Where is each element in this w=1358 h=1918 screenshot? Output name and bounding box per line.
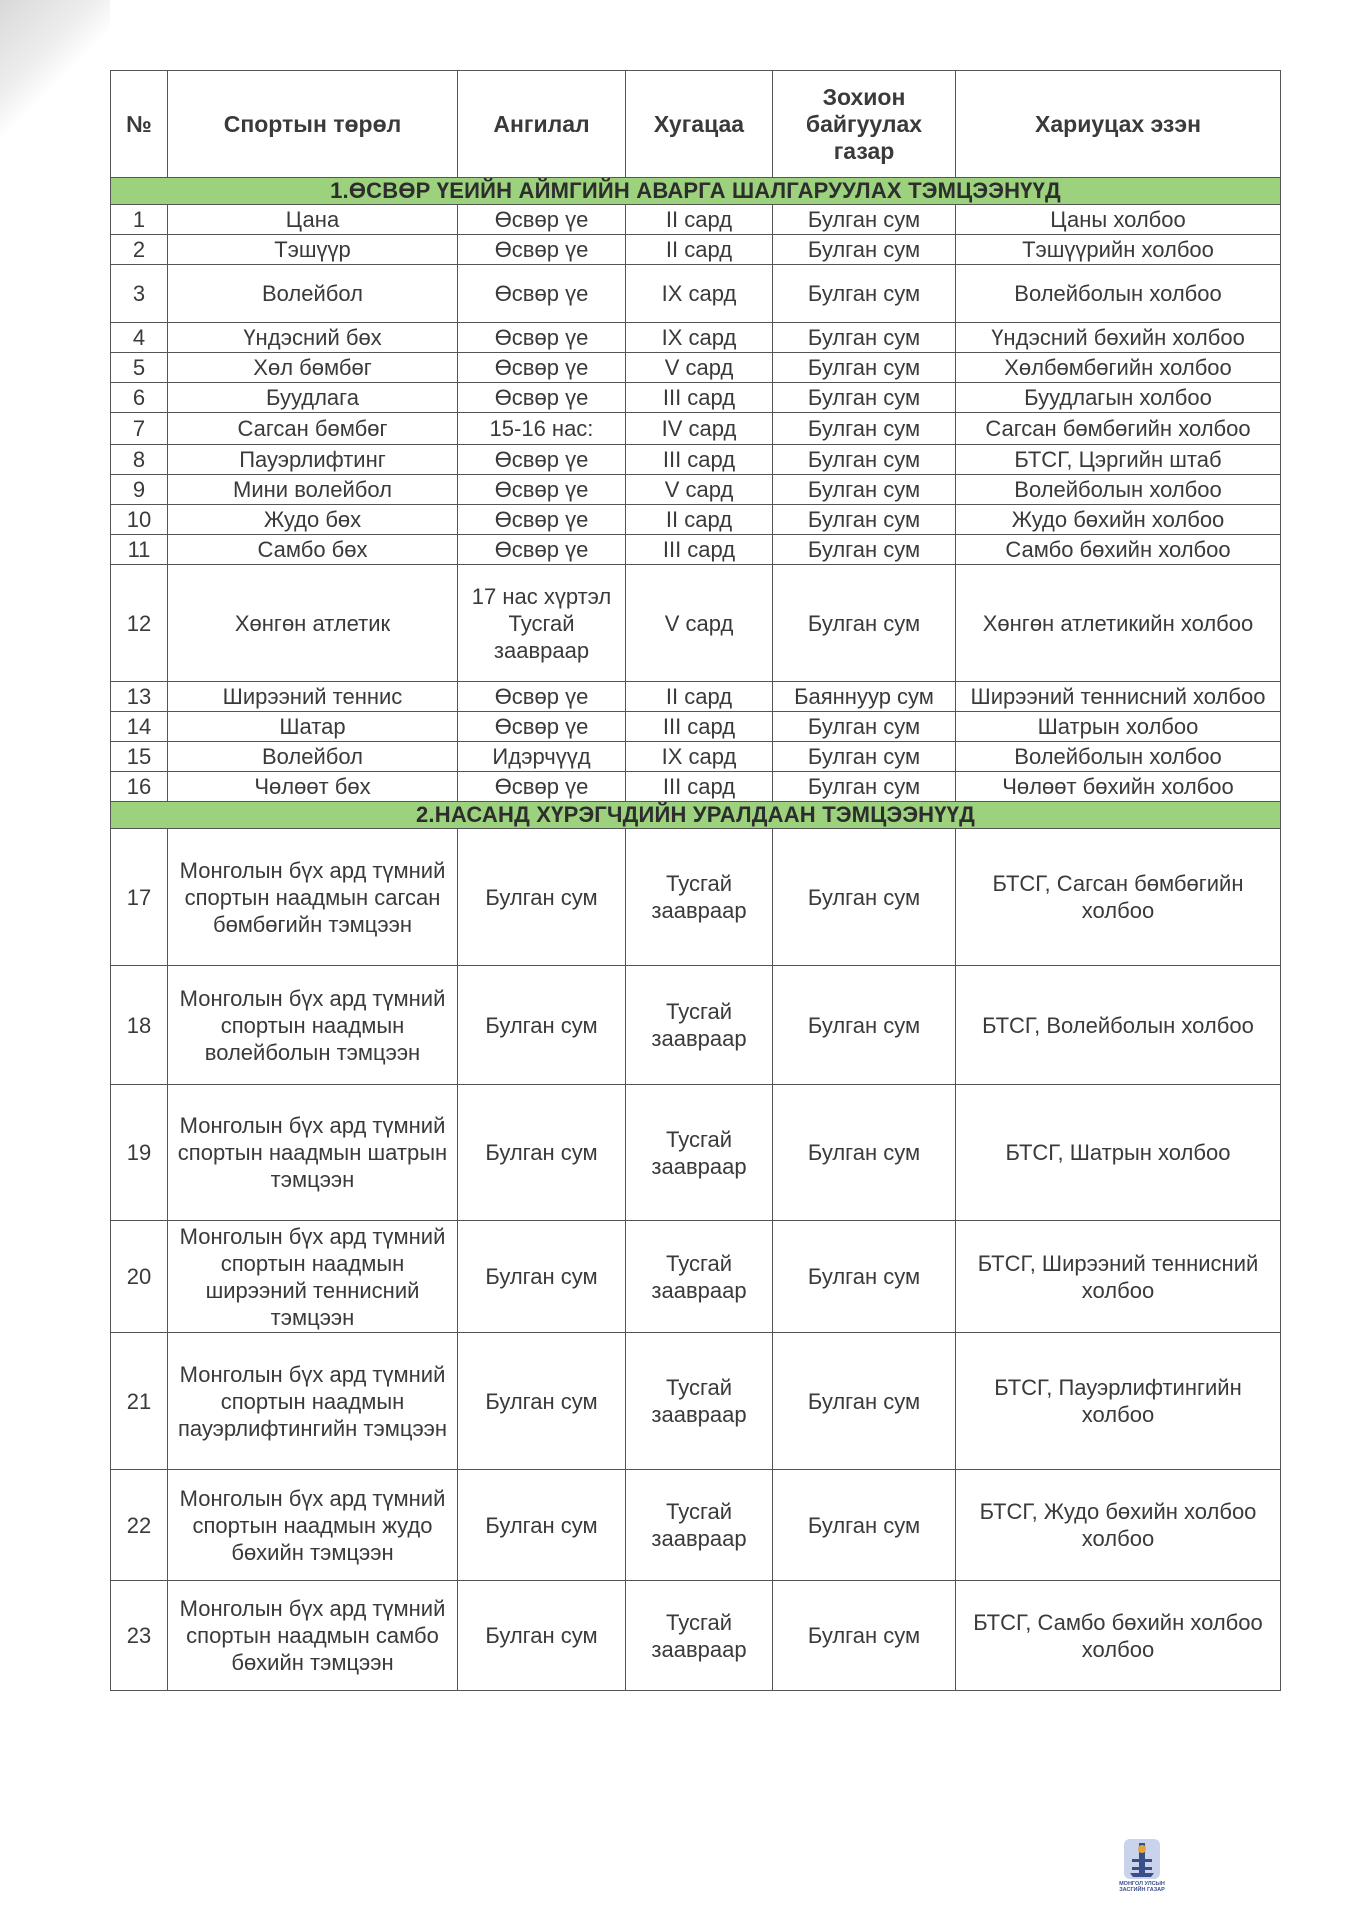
table-row [111, 565, 1281, 682]
cell-sport: Пауэрлифтинг [168, 445, 458, 475]
cell-category: 15-16 нас: [458, 413, 626, 445]
cell-no: 9 [111, 475, 168, 505]
cell-no: 12 [111, 565, 168, 682]
cell-venue: Булган сум [773, 323, 956, 353]
table-header-row [111, 71, 1281, 178]
cell-owner: Ширээний теннисний холбоо [956, 682, 1281, 712]
cell-no: 16 [111, 772, 168, 802]
cell-sport: Монголын бүх ард түмний спортын наадмын самбо бөхийн тэмцээн [168, 1581, 458, 1691]
cell-time: Тусгай заавраар [626, 1470, 773, 1581]
cell-category: Өсвөр үе [458, 475, 626, 505]
cell-owner: Чөлөөт бөхийн холбоо [956, 772, 1281, 802]
cell-category: Өсвөр үе [458, 205, 626, 235]
cell-category: Булган сум [458, 1085, 626, 1221]
cell-owner: БТСГ, Пауэрлифтингийн холбоо [956, 1333, 1281, 1470]
cell-time: V сард [626, 475, 773, 505]
table-body [111, 178, 1281, 1691]
table-row [111, 1333, 1281, 1470]
cell-sport: Тэшүүр [168, 235, 458, 265]
emblem-text: МОНГОЛ УЛСЫН ЗАСГИЙН ГАЗАР [1119, 1881, 1165, 1893]
table-row [111, 1221, 1281, 1333]
cell-venue: Булган сум [773, 565, 956, 682]
cell-sport: Цана [168, 205, 458, 235]
cell-sport: Самбо бөх [168, 535, 458, 565]
cell-owner: БТСГ, Волейболын холбоо [956, 966, 1281, 1085]
cell-category: Өсвөр үе [458, 682, 626, 712]
table-row [111, 682, 1281, 712]
table-row [111, 829, 1281, 966]
sports-schedule-table [110, 70, 1281, 1691]
cell-no: 5 [111, 353, 168, 383]
cell-category: Булган сум [458, 966, 626, 1085]
cell-owner: БТСГ, Шатрын холбоо [956, 1085, 1281, 1221]
cell-no: 10 [111, 505, 168, 535]
cell-owner: Волейболын холбоо [956, 742, 1281, 772]
cell-no: 23 [111, 1581, 168, 1691]
cell-time: III сард [626, 772, 773, 802]
cell-no: 19 [111, 1085, 168, 1221]
table-row [111, 772, 1281, 802]
table-row [111, 1085, 1281, 1221]
table-row [111, 1581, 1281, 1691]
cell-time: II сард [626, 205, 773, 235]
cell-sport: Монголын бүх ард түмний спортын наадмын волейболын тэмцээн [168, 966, 458, 1085]
cell-sport: Волейбол [168, 742, 458, 772]
cell-category: Булган сум [458, 829, 626, 966]
cell-time: IX сард [626, 265, 773, 323]
section-title: 2.НАСАНД ХҮРЭГЧДИЙН УРАЛДААН ТЭМЦЭЭНҮҮД [111, 802, 1281, 829]
cell-owner: Волейболын холбоо [956, 265, 1281, 323]
table-row [111, 265, 1281, 323]
table-row [111, 353, 1281, 383]
cell-no: 8 [111, 445, 168, 475]
cell-venue: Булган сум [773, 1470, 956, 1581]
cell-time: III сард [626, 535, 773, 565]
cell-venue: Булган сум [773, 1221, 956, 1333]
cell-owner: Хөнгөн атлетикийн холбоо [956, 565, 1281, 682]
table-row [111, 445, 1281, 475]
cell-time: IX сард [626, 742, 773, 772]
cell-time: IX сард [626, 323, 773, 353]
header-owner: Хариуцах эзэн [956, 71, 1281, 178]
cell-time: III сард [626, 383, 773, 413]
cell-category: Өсвөр үе [458, 265, 626, 323]
section-header-row [111, 178, 1281, 205]
cell-time: Тусгай заавраар [626, 829, 773, 966]
cell-no: 11 [111, 535, 168, 565]
header-no: № [111, 71, 168, 178]
cell-no: 2 [111, 235, 168, 265]
table-row [111, 966, 1281, 1085]
cell-owner: Цаны холбоо [956, 205, 1281, 235]
cell-owner: Үндэсний бөхийн холбоо [956, 323, 1281, 353]
cell-category: Булган сум [458, 1581, 626, 1691]
table-row [111, 505, 1281, 535]
cell-category: Өсвөр үе [458, 235, 626, 265]
cell-category: Өсвөр үе [458, 535, 626, 565]
table-row [111, 323, 1281, 353]
cell-venue: Булган сум [773, 475, 956, 505]
cell-time: Тусгай заавраар [626, 966, 773, 1085]
cell-venue: Булган сум [773, 445, 956, 475]
cell-venue: Булган сум [773, 1333, 956, 1470]
cell-sport: Буудлага [168, 383, 458, 413]
cell-venue: Булган сум [773, 265, 956, 323]
cell-no: 1 [111, 205, 168, 235]
cell-owner: БТСГ, Цэргийн штаб [956, 445, 1281, 475]
cell-sport: Сагсан бөмбөг [168, 413, 458, 445]
header-sport: Спортын төрөл [168, 71, 458, 178]
header-venue: Зохион байгуулах газар [773, 71, 956, 178]
cell-owner: Шатрын холбоо [956, 712, 1281, 742]
cell-owner: Сагсан бөмбөгийн холбоо [956, 413, 1281, 445]
cell-time: III сард [626, 445, 773, 475]
cell-sport: Жудо бөх [168, 505, 458, 535]
section-title: 1.ӨСВӨР ҮЕИЙН АЙМГИЙН АВАРГА ШАЛГАРУУЛАХ ТЭМЦЭЭНҮҮД [111, 178, 1281, 205]
cell-sport: Чөлөөт бөх [168, 772, 458, 802]
cell-time: Тусгай заавраар [626, 1221, 773, 1333]
cell-category: Идэрчүүд [458, 742, 626, 772]
cell-venue: Булган сум [773, 1581, 956, 1691]
cell-no: 4 [111, 323, 168, 353]
cell-owner: Тэшүүрийн холбоо [956, 235, 1281, 265]
cell-sport: Монголын бүх ард түмний спортын наадмын пауэрлифтингийн тэмцээн [168, 1333, 458, 1470]
cell-sport: Ширээний теннис [168, 682, 458, 712]
cell-sport: Монголын бүх ард түмний спортын наадмын жудо бөхийн тэмцээн [168, 1470, 458, 1581]
cell-owner: Жудо бөхийн холбоо [956, 505, 1281, 535]
cell-venue: Булган сум [773, 829, 956, 966]
cell-venue: Булган сум [773, 383, 956, 413]
cell-sport: Мини волейбол [168, 475, 458, 505]
cell-no: 18 [111, 966, 168, 1085]
cell-venue: Булган сум [773, 712, 956, 742]
header-category: Ангилал [458, 71, 626, 178]
cell-no: 14 [111, 712, 168, 742]
cell-category: 17 нас хүртэл Тусгай заавраар [458, 565, 626, 682]
table-row [111, 205, 1281, 235]
cell-venue: Булган сум [773, 535, 956, 565]
table-row [111, 383, 1281, 413]
cell-no: 3 [111, 265, 168, 323]
cell-venue: Булган сум [773, 353, 956, 383]
government-emblem [1110, 1837, 1174, 1905]
table-row [111, 742, 1281, 772]
cell-category: Өсвөр үе [458, 505, 626, 535]
cell-category: Булган сум [458, 1221, 626, 1333]
cell-category: Өсвөр үе [458, 445, 626, 475]
table-row [111, 475, 1281, 505]
cell-time: Тусгай заавраар [626, 1085, 773, 1221]
cell-sport: Хөл бөмбөг [168, 353, 458, 383]
cell-no: 22 [111, 1470, 168, 1581]
cell-venue: Булган сум [773, 413, 956, 445]
cell-sport: Монголын бүх ард түмний спортын наадмын шатрын тэмцээн [168, 1085, 458, 1221]
cell-time: III сард [626, 712, 773, 742]
table-row [111, 712, 1281, 742]
soyombo-emblem-icon [1122, 1837, 1162, 1881]
cell-category: Өсвөр үе [458, 712, 626, 742]
cell-time: IV сард [626, 413, 773, 445]
cell-sport: Волейбол [168, 265, 458, 323]
cell-no: 6 [111, 383, 168, 413]
cell-sport: Монголын бүх ард түмний спортын наадмын сагсан бөмбөгийн тэмцээн [168, 829, 458, 966]
cell-venue: Булган сум [773, 205, 956, 235]
cell-category: Булган сум [458, 1470, 626, 1581]
cell-sport: Шатар [168, 712, 458, 742]
table-row [111, 1470, 1281, 1581]
cell-time: II сард [626, 505, 773, 535]
cell-venue: Баяннуур сум [773, 682, 956, 712]
cell-no: 15 [111, 742, 168, 772]
cell-owner: Хөлбөмбөгийн холбоо [956, 353, 1281, 383]
cell-owner: БТСГ, Жудо бөхийн холбоо холбоо [956, 1470, 1281, 1581]
cell-sport: Монголын бүх ард түмний спортын наадмын ширээний теннисний тэмцээн [168, 1221, 458, 1333]
cell-owner: БТСГ, Сагсан бөмбөгийн холбоо [956, 829, 1281, 966]
table-row [111, 235, 1281, 265]
cell-owner: БТСГ, Самбо бөхийн холбоо холбоо [956, 1581, 1281, 1691]
cell-owner: Самбо бөхийн холбоо [956, 535, 1281, 565]
cell-owner: БТСГ, Ширээний теннисний холбоо [956, 1221, 1281, 1333]
cell-time: II сард [626, 682, 773, 712]
cell-no: 17 [111, 829, 168, 966]
cell-category: Өсвөр үе [458, 383, 626, 413]
cell-time: Тусгай заавраар [626, 1333, 773, 1470]
cell-time: V сард [626, 565, 773, 682]
cell-time: V сард [626, 353, 773, 383]
cell-venue: Булган сум [773, 966, 956, 1085]
cell-category: Өсвөр үе [458, 323, 626, 353]
section-header-row [111, 802, 1281, 829]
cell-category: Булган сум [458, 1333, 626, 1470]
cell-category: Өсвөр үе [458, 353, 626, 383]
page-corner-fold [0, 0, 110, 150]
cell-category: Өсвөр үе [458, 772, 626, 802]
table-row [111, 535, 1281, 565]
cell-venue: Булган сум [773, 742, 956, 772]
cell-venue: Булган сум [773, 772, 956, 802]
cell-no: 21 [111, 1333, 168, 1470]
cell-venue: Булган сум [773, 235, 956, 265]
cell-sport: Үндэсний бөх [168, 323, 458, 353]
cell-venue: Булган сум [773, 1085, 956, 1221]
table-row [111, 413, 1281, 445]
cell-time: Тусгай заавраар [626, 1581, 773, 1691]
cell-sport: Хөнгөн атлетик [168, 565, 458, 682]
cell-venue: Булган сум [773, 505, 956, 535]
cell-no: 7 [111, 413, 168, 445]
cell-no: 13 [111, 682, 168, 712]
cell-owner: Буудлагын холбоо [956, 383, 1281, 413]
header-time: Хугацаа [626, 71, 773, 178]
cell-no: 20 [111, 1221, 168, 1333]
cell-owner: Волейболын холбоо [956, 475, 1281, 505]
cell-time: II сард [626, 235, 773, 265]
